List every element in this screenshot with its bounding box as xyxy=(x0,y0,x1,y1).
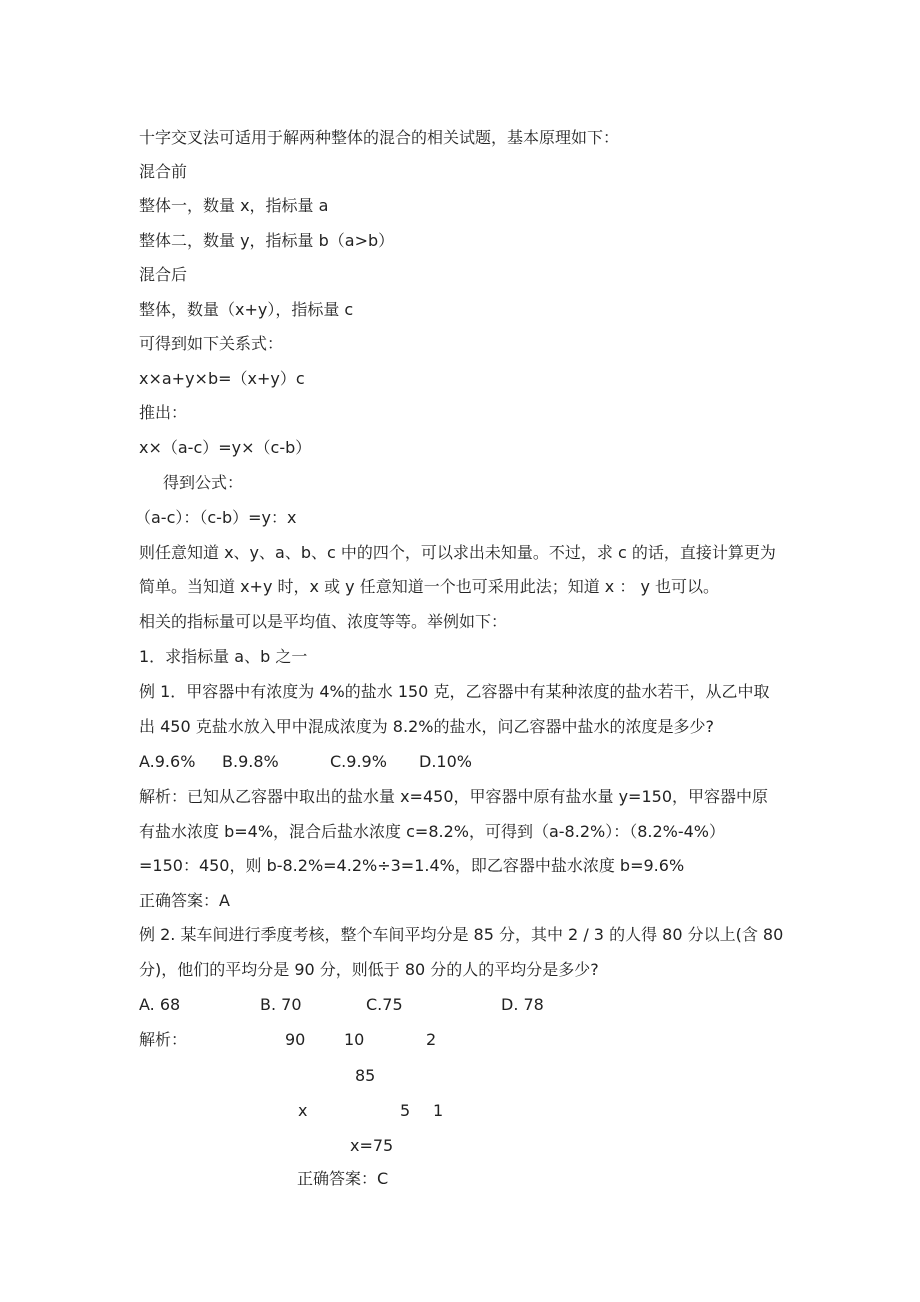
example-1-line-2: 出 450 克盐水放入甲中混成浓度为 8.2%的盐水，问乙容器中盐水的浓度是多少? xyxy=(139,717,714,736)
cross-value: 2 xyxy=(426,1030,437,1049)
cross-value: 5 xyxy=(400,1101,411,1120)
derive-label: 推出： xyxy=(139,403,188,422)
cross-value: x xyxy=(298,1101,308,1120)
example-2-line-1: 例 2. 某车间进行季度考核，整个车间平均分是 85 分，其中 2 / 3 的人得 80 分以上(含 80 xyxy=(139,925,784,944)
whole-text: 整体，数量（x+y），指标量 c xyxy=(139,300,354,319)
example-2-solution-label: 解析： xyxy=(139,1030,188,1049)
relation-equation: x×a+y×b=（x+y）c xyxy=(139,369,305,388)
option-d: D. 78 xyxy=(501,995,544,1014)
option-a: A.9.6% xyxy=(139,752,196,771)
whole-one-text: 整体一，数量 x，指标量 a xyxy=(139,196,329,215)
derived-equation: x×（a-c）=y×（c-b） xyxy=(139,438,312,457)
example-1-answer: 正确答案：A xyxy=(139,891,230,910)
option-d: D.10% xyxy=(419,752,472,771)
section-1-heading: 1．求指标量 a、b 之一 xyxy=(139,647,308,666)
example-1-solution-line-1: 解析：已知从乙容器中取出的盐水量 x=450，甲容器中原有盐水量 y=150，甲容器中原 xyxy=(139,787,769,806)
applies-text: 相关的指标量可以是平均值、浓度等等。举例如下： xyxy=(139,612,508,631)
cross-value: 10 xyxy=(344,1030,365,1049)
note-line-2: 简单。当知道 x+y 时，x 或 y 任意知道一个也可采用此法；知道 x ： y 也可以。 xyxy=(139,577,719,596)
example-2-answer: 正确答案：C xyxy=(297,1169,389,1188)
option-b: B. 70 xyxy=(260,995,302,1014)
option-c: C.9.9% xyxy=(330,752,387,771)
example-2-line-2: 分)，他们的平均分是 90 分，则低于 80 分的人的平均分是多少? xyxy=(139,960,599,979)
example-1-solution-line-2: 有盐水浓度 b=4%，混合后盐水浓度 c=8.2%，可得到（a-8.2%）：（8.2%-4%） xyxy=(139,822,726,841)
option-c: C.75 xyxy=(366,995,403,1014)
option-b: B.9.8% xyxy=(222,752,279,771)
formula-intro: 得到公式： xyxy=(163,473,244,492)
cross-value: 90 xyxy=(285,1030,306,1049)
after-heading: 混合后 xyxy=(139,265,188,284)
before-heading: 混合前 xyxy=(139,162,188,181)
relation-intro: 可得到如下关系式： xyxy=(139,334,284,353)
cross-center-value: 85 xyxy=(355,1066,376,1085)
cross-value: 1 xyxy=(433,1101,444,1120)
example-1-line-1: 例 1．甲容器中有浓度为 4%的盐水 150 克，乙容器中有某种浓度的盐水若干，从乙中取 xyxy=(139,682,770,701)
whole-two-text: 整体二，数量 y，指标量 b（a>b） xyxy=(139,231,395,250)
note-line-1: 则任意知道 x、y、a、b、c 中的四个，可以求出未知量。不过，求 c 的话，直接计算更为 xyxy=(139,543,776,562)
intro-text: 十字交叉法可适用于解两种整体的混合的相关试题，基本原理如下： xyxy=(139,128,620,147)
cross-result: x=75 xyxy=(350,1136,394,1155)
example-1-solution-line-3: =150：450，则 b-8.2%=4.2%÷3=1.4%，即乙容器中盐水浓度 b=9.6% xyxy=(139,856,685,875)
formula-equation: （a-c）：（c-b）=y：x xyxy=(135,508,297,527)
option-a: A. 68 xyxy=(139,995,181,1014)
